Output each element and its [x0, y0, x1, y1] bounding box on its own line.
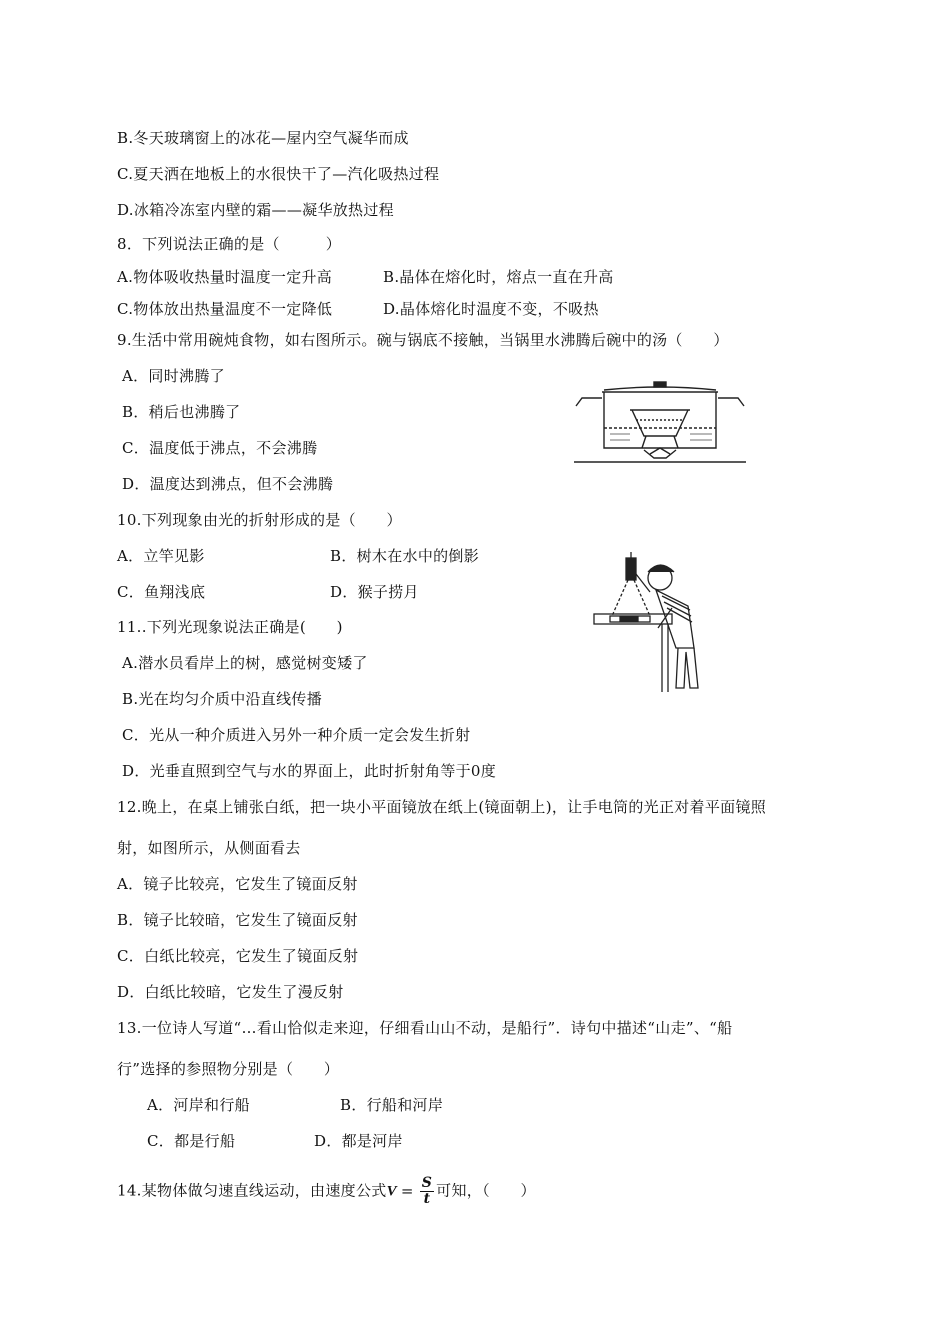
formula-fraction	[420, 1176, 434, 1207]
q13-option-d: D．都是河岸	[314, 1132, 403, 1150]
right-handle	[718, 398, 744, 406]
q8-option-c: C.物体放出热量温度不一定降低	[117, 300, 333, 318]
q12-option-b: B．镜子比较暗，它发生了镜面反射	[117, 911, 358, 929]
mirror	[620, 617, 638, 621]
q14-suffix: 可知，（ ）	[436, 1181, 536, 1200]
left-handle	[576, 398, 602, 406]
q12-stem-line1: 12.晚上，在桌上铺张白纸，把一块小平面镜放在纸上(镜面朝上)，让手电筒的光正对着平面镜照	[117, 798, 767, 816]
q11-option-d: D．光垂直照到空气与水的界面上，此时折射角等于0度	[122, 762, 497, 780]
q12-stem-line2: 射，如图所示，从侧面看去	[117, 839, 301, 857]
pot-lid	[604, 387, 716, 390]
q11-option-a: A.潜水员看岸上的树，感觉树变矮了	[122, 654, 368, 672]
q11-option-b: B.光在均匀介质中沿直线传播	[122, 690, 322, 708]
formula-v: V	[386, 1183, 397, 1200]
q10-option-d: D．猴子捞月	[330, 583, 419, 601]
q10-option-b: B．树木在水中的倒影	[330, 547, 480, 565]
q8-option-a: A.物体吸收热量时温度一定升高	[117, 268, 333, 286]
q9-option-d: D．温度达到沸点，但不会沸腾	[122, 475, 334, 493]
boy-legs	[676, 648, 698, 688]
q7-option-d: D.冰箱冷冻室内壁的霜——凝华放热过程	[117, 201, 394, 219]
q8-option-d: D.晶体熔化时温度不变，不吸热	[383, 300, 599, 318]
q13-option-a: A．河岸和行船	[147, 1096, 250, 1114]
q7-option-b: B.冬天玻璃窗上的冰花—屋内空气凝华而成	[117, 129, 409, 147]
q9-stem: 9.生活中常用碗炖食物，如右图所示。碗与锅底不接触，当锅里水沸腾后碗中的汤（ ）	[117, 331, 729, 349]
q10-option-a: A．立竿见影	[117, 547, 205, 565]
q11-stem: 11..下列光现象说法正确是( )	[117, 618, 343, 636]
flashlight	[626, 558, 636, 580]
burner	[644, 450, 676, 458]
formula-denominator: t	[423, 1191, 431, 1207]
q7-option-c: C.夏天洒在地板上的水很快干了—汽化吸热过程	[117, 165, 440, 183]
q11-option-c: C．光从一种介质进入另外一种介质一定会发生折射	[122, 726, 471, 744]
q9-option-a: A．同时沸腾了	[122, 367, 225, 385]
q13-stem-line2: 行”选择的参照物分别是（ ）	[117, 1060, 340, 1078]
pot-bowl-figure	[574, 378, 746, 466]
q10-stem: 10.下列现象由光的折射形成的是（ ）	[117, 511, 402, 529]
q9-option-b: B．稍后也沸腾了	[122, 403, 241, 421]
formula-equals: =	[400, 1181, 414, 1200]
q14-prefix: 14.某物体做匀速直线运动，由速度公式	[117, 1181, 387, 1200]
lid-knob	[654, 382, 666, 387]
q12-option-d: D．白纸比较暗，它发生了漫反射	[117, 983, 344, 1001]
q12-option-a: A．镜子比较亮，它发生了镜面反射	[117, 875, 358, 893]
q14-stem	[117, 1176, 536, 1207]
q8-stem: 8．下列说法正确的是（ ）	[117, 235, 342, 253]
flashlight-mirror-figure	[592, 548, 718, 696]
bowl	[632, 410, 688, 436]
q8-option-b: B.晶体在熔化时，熔点一直在升高	[383, 268, 614, 286]
q13-option-b: B．行船和河岸	[340, 1096, 444, 1114]
formula-numerator: S	[421, 1175, 433, 1191]
q12-option-c: C．白纸比较亮，它发生了镜面反射	[117, 947, 359, 965]
q13-stem-line1: 13.一位诗人写道“…看山恰似走来迎，仔细看山山不动，是船行”．诗句中描述“山走”、“船	[117, 1019, 733, 1037]
q9-option-c: C．温度低于沸点，不会沸腾	[122, 439, 318, 457]
q10-option-c: C．鱼翔浅底	[117, 583, 206, 601]
q13-option-c: C．都是行船	[147, 1132, 236, 1150]
